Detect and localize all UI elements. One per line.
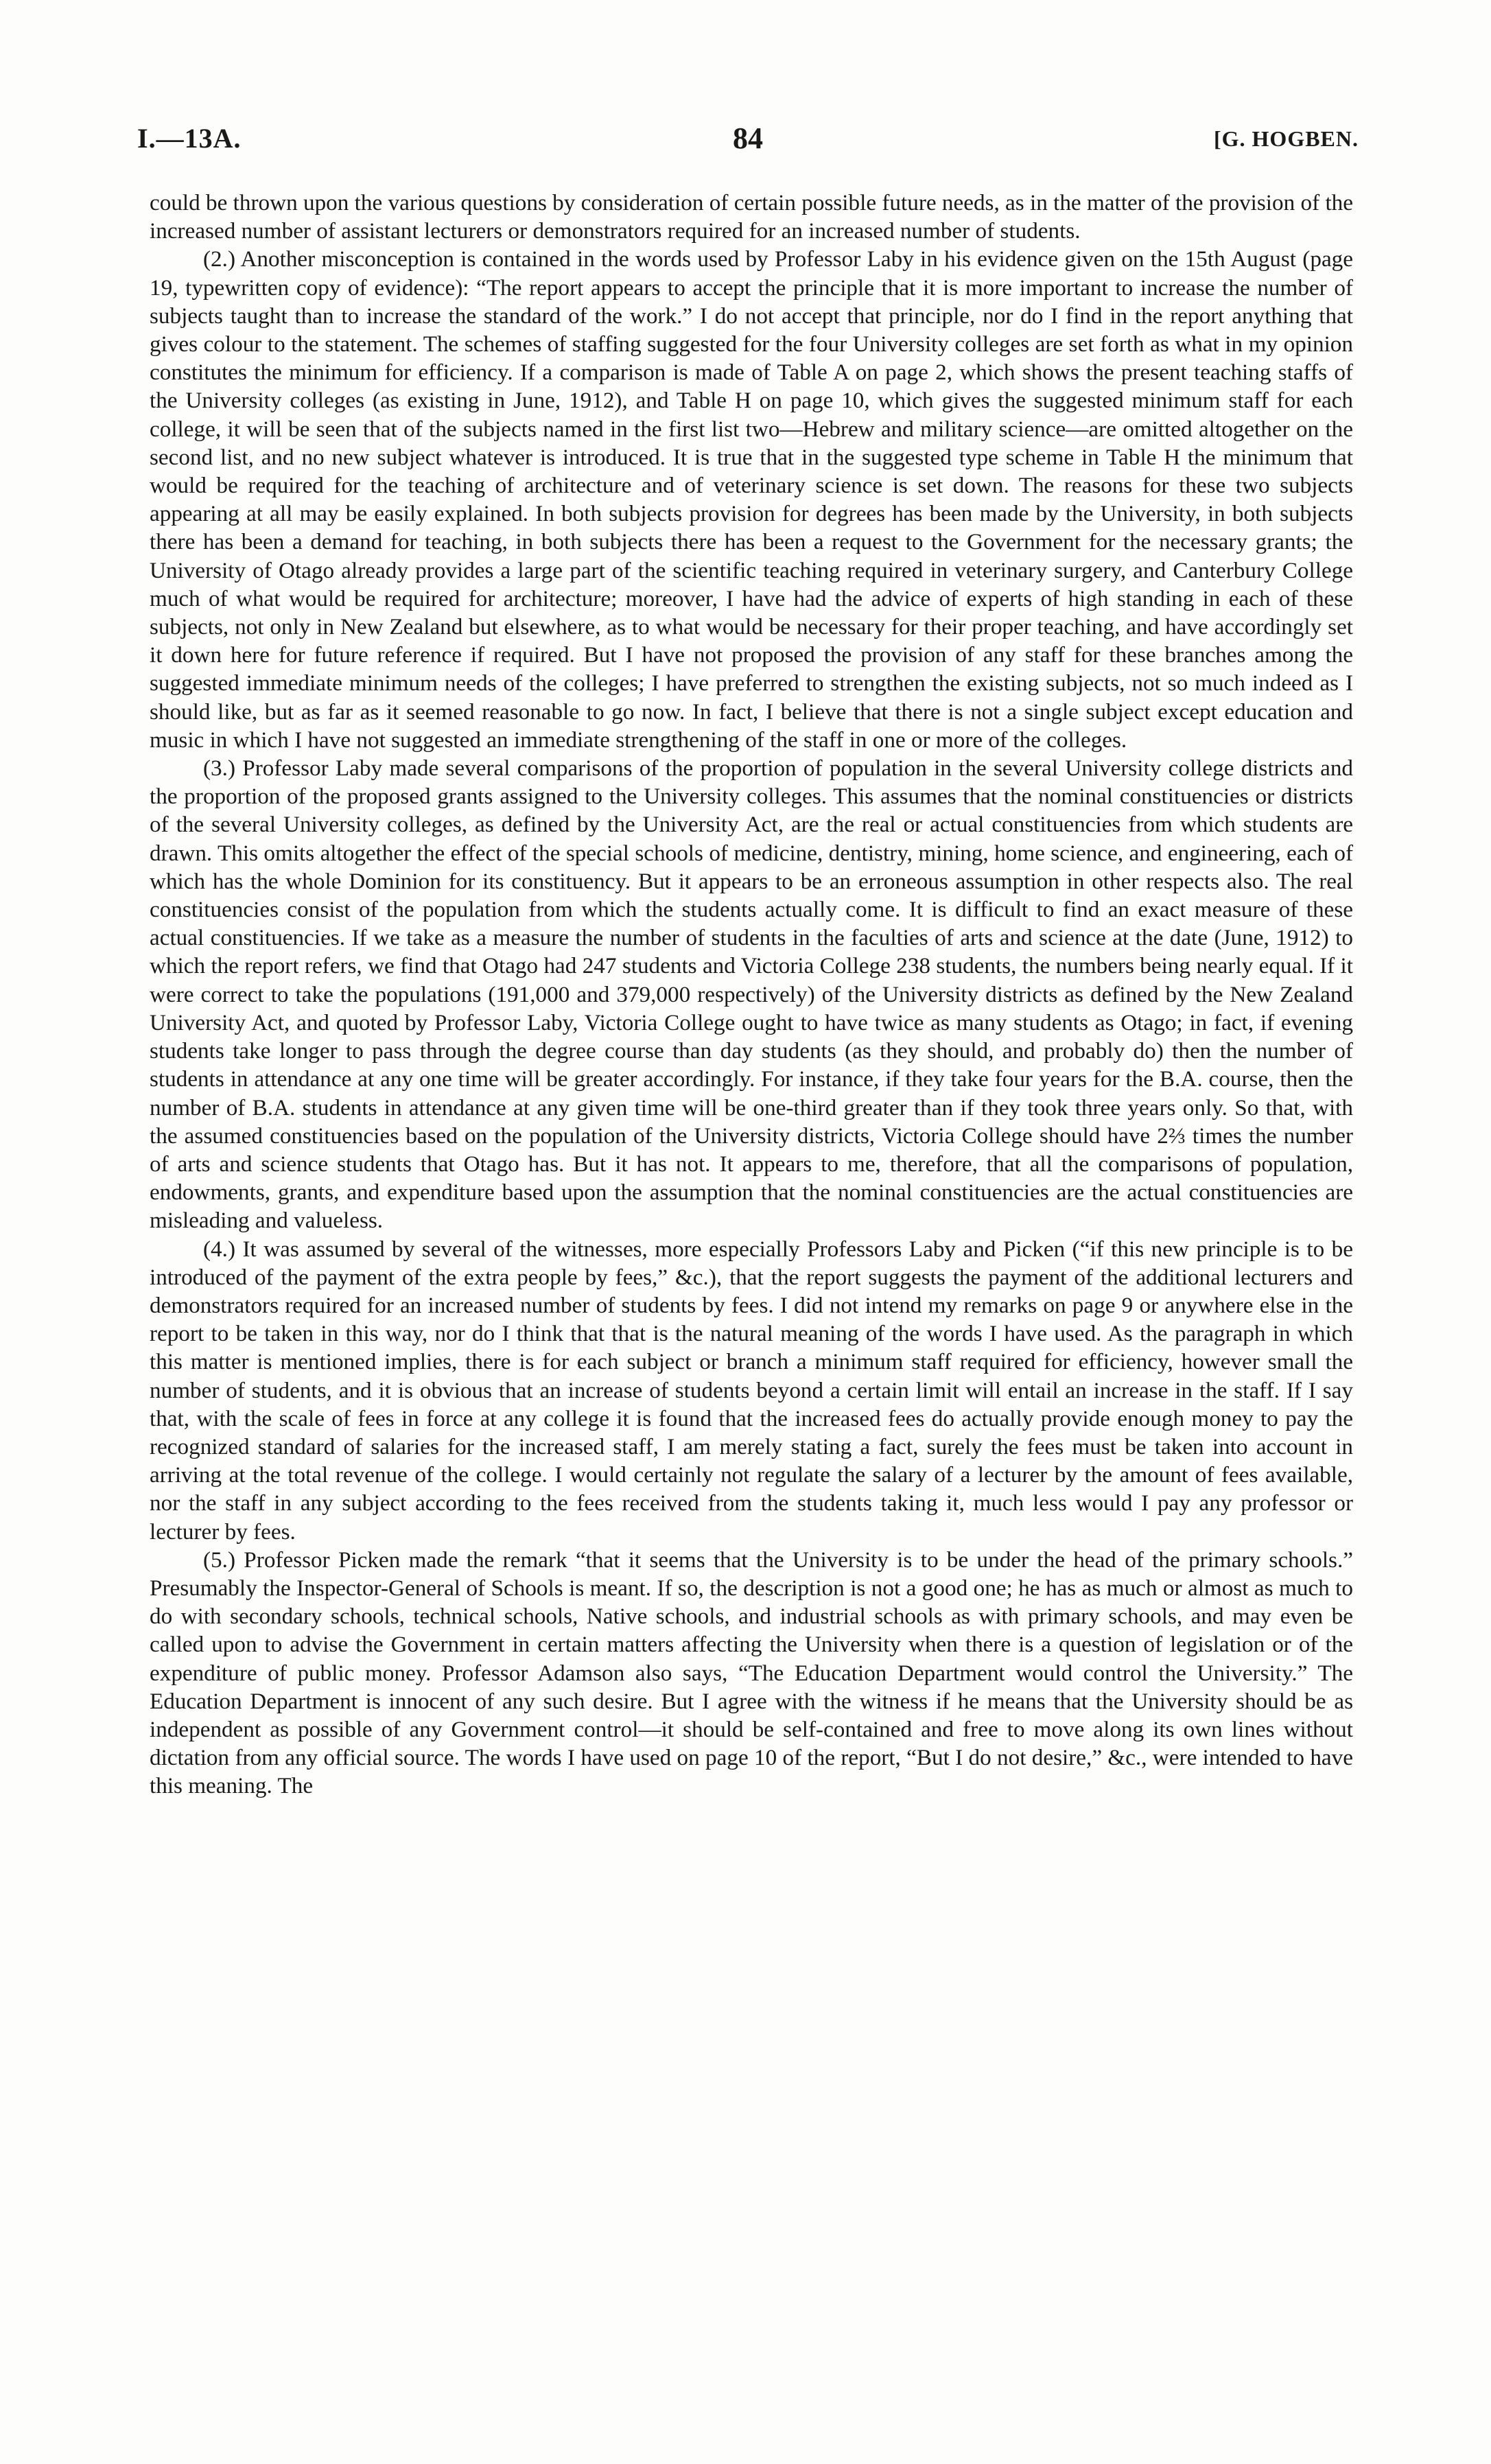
running-head (137, 118, 1359, 159)
paragraph-5: (5.) Professor Picken made the remark “that it seems that the University is to be under the head of the primary schools.” Presumably the Inspector-General of Schools is meant. If so, the description is not a good one; he has as much or almost as much to do with secondary schools, technical schools, Native schools, and industrial schools as with primary schools, and may even be called upon to advise the Government in certain matters affecting the University when there is a question of legislation or of the expenditure of public money. Professor Adamson also says, “The Education Department would control the University.” The Education Department is innocent of any such desire. But I agree with the witness if he means that the University should be as independent as possible of any Government control—it should be self-contained and free to move along its own lines without dictation from any official source. The words I have used on page 10 of the report, “But I do not desire,” &c., were intended to have this meaning. The (150, 1547, 1353, 1799)
paragraph-4: (4.) It was assumed by several of the witnesses, more especially Professors Laby and Picken (“if this new principle is to be introduced of the payment of the extra people by fees,” &c.), that the report suggests the payment of the additional lecturers and demonstrators required for an increased number of students by fees. I did not intend my remarks on page 9 or anywhere else in the report to be taken in this way, nor do I think that that is the natural meaning of the words I have used. As the paragraph in which this matter is mentioned implies, there is for each subject or branch a minimum staff required for efficiency, however small the number of students, and it is obvious that an increase of students beyond a certain limit will entail an increase in the staff. If I say that, with the scale of fees in force at any college it is found that the increased fees do actually provide enough money to pay the recognized standard of salaries for the increased staff, I am merely stating a fact, surely the fees must be taken into account in arriving at the total revenue of the college. I would certainly not regulate the salary of a lecturer by the amount of fees available, nor the staff in any subject according to the fees received from the students taking it, much less would I pay any professor or lecturer by fees. (150, 1236, 1353, 1545)
author-name: [G. HOGBEN. (1213, 126, 1359, 151)
page-number: 84 (733, 121, 763, 155)
paragraph-2: (2.) Another misconception is contained in the words used by Professor Laby in his evidence given on the 15th August (page 19, typewritten copy of evidence): “The report appears to accept the principle that it is more important to increase the number of subjects taught than to increase the standard of the work.” I do not accept that principle, nor do I find in the report anything that gives colour to the statement. The schemes of staffing suggested for the four University colleges are set forth as what in my opinion constitutes the minimum for efficiency. If a comparison is made of Table A on page 2, which shows the present teaching staffs of the University colleges (as existing in June, 1912), and Table H on page 10, which gives the suggested minimum staff for each college, it will be seen that of the subjects named in the first list two—Hebrew and military science—are omitted altogether on the second list, and no new subject whatever is introduced. It is true that in the suggested type scheme in Table H the minimum that would be required for the teaching of architecture and of veterinary science is set down. The reasons for these two subjects appearing at all may be easily explained. In both subjects provision for degrees has been made by the University, in both subjects there has been a demand for teaching, in both subjects there has been a request to the Government for the necessary grants; the University of Otago already provides a large part of the scientific teaching required in veterinary surgery, and Canterbury College much of what would be required for architecture; moreover, I have had the advice of experts of high standing in each of these subjects, not only in New Zealand but elsewhere, as to what would be necessary for their proper teaching, and have accordingly set it down here for future reference if required. But I have not proposed the provision of any staff for these branches among the suggested immediate minimum needs of the colleges; I have preferred to strengthen the existing subjects, not so much indeed as I should like, but as far as it seemed reasonable to go now. In fact, I believe that there is not a single subject except education and music in which I have not suggested an immediate strengthening of the staff in one or more of the colleges. (150, 246, 1353, 753)
paragraph-continuation: could be thrown upon the various questions by consideration of certain possible future needs, as in the matter of the provision of the increased number of assistant lecturers or demonstrators required for an increased number of students. (150, 190, 1353, 244)
paragraph-3: (3.) Professor Laby made several comparisons of the proportion of population in the several University college districts and the proportion of the proposed grants assigned to the University colleges. This assumes that the nominal constituencies or districts of the several University colleges, as defined by the University Act, are the real or actual constituencies from which students are drawn. This omits altogether the effect of the special schools of medicine, dentistry, mining, home science, and engineering, each of which has the whole Dominion for its constituency. But it appears to be an erroneous assumption in other respects also. The real constituencies consist of the population from which the students actually come. It is difficult to find an exact measure of these actual constituencies. If we take as a measure the number of students in the faculties of arts and science at the date (June, 1912) to which the report refers, we find that Otago had 247 students and Victoria College 238 students, the numbers being nearly equal. If it were correct to take the populations (191,000 and 379,000 respectively) of the University districts as defined by the New Zealand University Act, and quoted by Professor Laby, Victoria College ought to have twice as many students as Otago; in fact, if evening students take longer to pass through the degree course than day students (as they should, and probably do) then the number of students in attendance at any one time will be greater accordingly. For instance, if they take four years for the B.A. course, then the number of B.A. students in attendance at any given time will be one-third greater than if they took three years only. So that, with the assumed constituencies based on the population of the University districts, Victoria College should have 2⅔ times the number of arts and science students that Otago has. But it has not. It appears to me, therefore, that all the comparisons of population, endowments, grants, and expenditure based upon the assumption that the nominal constituencies are the actual constituencies are misleading and valueless. (150, 755, 1353, 1234)
body-text (150, 189, 1353, 1800)
document-reference: I.—13A. (137, 123, 242, 154)
